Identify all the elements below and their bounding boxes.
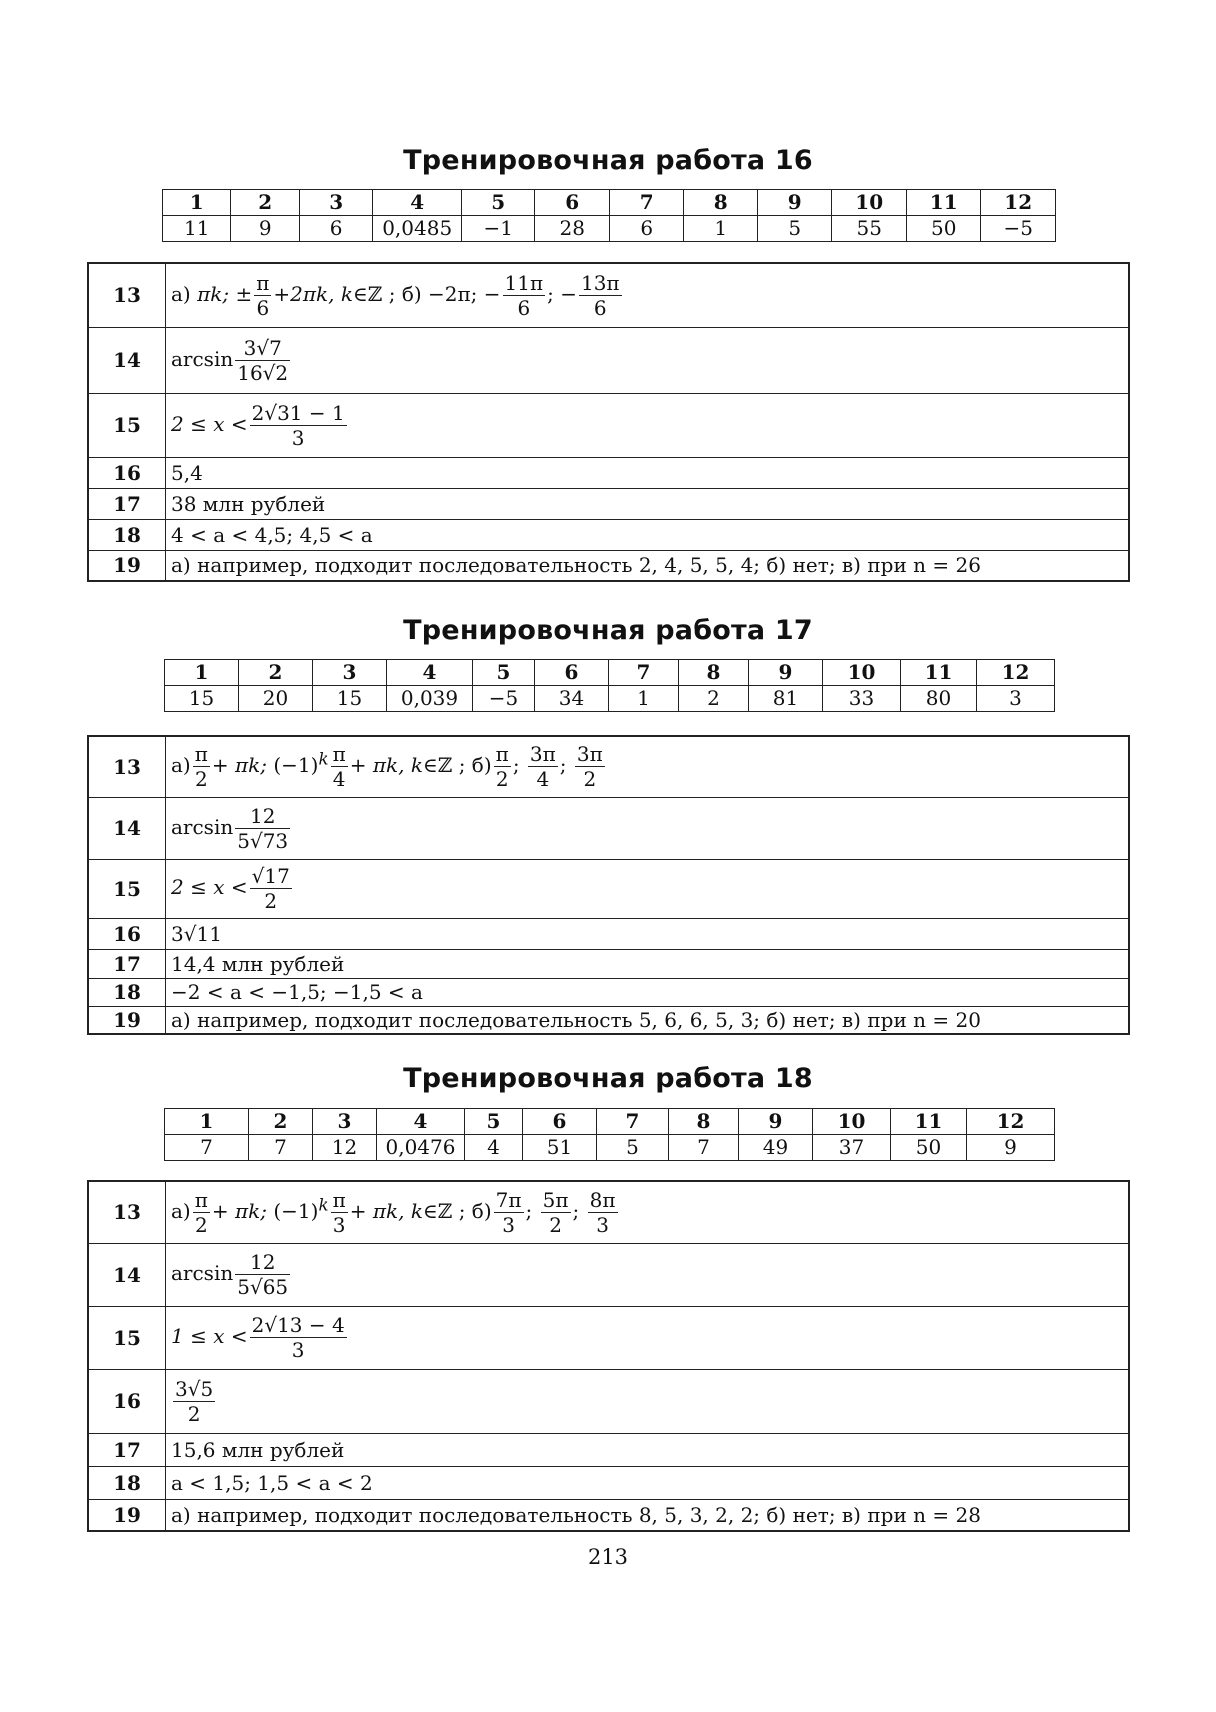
table-row: [88, 736, 1129, 797]
table-row: [88, 488, 1129, 519]
answer-cell: 20: [239, 686, 313, 712]
numerator: π: [332, 1187, 346, 1212]
task-number: 17: [88, 1433, 166, 1466]
question-number: 8: [684, 190, 757, 216]
denominator: 5√65: [237, 1275, 289, 1299]
math-term: 2 ≤ x <: [171, 875, 248, 899]
answer-16: 5,4: [166, 457, 1130, 488]
math-term: ∈ℤ ; б): [422, 753, 492, 778]
question-number: 5: [473, 660, 535, 686]
fraction: [193, 1188, 210, 1237]
work-17-short-answers: [164, 659, 1055, 712]
answer-cell: 55: [832, 216, 907, 242]
math-term: k: [318, 749, 329, 769]
question-number-row: [165, 1109, 1055, 1135]
numerator: 7π: [495, 1187, 522, 1212]
answer-15: [166, 1306, 1130, 1369]
answer-14: [166, 797, 1130, 859]
math-term: ±: [235, 281, 253, 306]
table-row: [88, 797, 1129, 859]
answer-cell: 34: [535, 686, 609, 712]
question-number: 12: [967, 1109, 1055, 1135]
math-term: ∈ℤ ; б) −2π; −: [352, 281, 501, 306]
answer-cell: 81: [749, 686, 823, 712]
question-number: 8: [679, 660, 749, 686]
work-18-long-answers: [87, 1180, 1130, 1532]
fraction: [588, 1188, 618, 1237]
question-number: 1: [165, 660, 239, 686]
answer-17: 14,4 млн рублей: [166, 949, 1130, 978]
answer-cell: 6: [299, 216, 372, 242]
math-term: πk;: [197, 281, 230, 306]
math-term: k: [340, 281, 353, 306]
answer-cell: 51: [523, 1135, 597, 1161]
fraction: [235, 1250, 290, 1299]
answer-18: a < 1,5; 1,5 < a < 2: [166, 1466, 1130, 1499]
answer-cell: 2: [679, 686, 749, 712]
task-number: 14: [88, 327, 166, 393]
question-number: 10: [823, 660, 901, 686]
question-number: 3: [299, 190, 372, 216]
answer-row: [163, 216, 1056, 242]
answer-row: [165, 686, 1055, 712]
fraction: [193, 742, 210, 791]
answer-cell: 28: [535, 216, 610, 242]
question-number: 11: [901, 660, 977, 686]
work-17-long-answers: [87, 735, 1130, 1035]
denominator: 5√73: [237, 828, 289, 853]
answer-16: 3√11: [166, 918, 1130, 949]
answer-19: а) например, подходит последовательность 5, 6, 6, 5, 3; б) нет; в) при n = 20: [166, 1006, 1130, 1034]
math-term: ∈ℤ ; б): [422, 1198, 492, 1223]
answer-cell: 37: [813, 1135, 891, 1161]
answer-16: [166, 1369, 1130, 1433]
task-number: 16: [88, 918, 166, 949]
task-number: 15: [88, 393, 166, 457]
task-number: 17: [88, 949, 166, 978]
answer-cell: 9: [967, 1135, 1055, 1161]
denominator: 2: [583, 767, 597, 792]
numerator: 11π: [504, 270, 544, 295]
question-number: 2: [239, 660, 313, 686]
question-number: 1: [165, 1109, 249, 1135]
table-row: [88, 859, 1129, 918]
answer-cell: 9: [231, 216, 299, 242]
task-number: 14: [88, 797, 166, 859]
fraction: [254, 271, 271, 320]
question-number: 9: [757, 190, 832, 216]
table-row: [88, 457, 1129, 488]
table-row: [88, 918, 1129, 949]
numerator: π: [495, 742, 509, 767]
math-term: 2 ≤ x <: [171, 411, 248, 436]
question-number: 5: [461, 190, 534, 216]
table-row: [88, 519, 1129, 550]
denominator: 4: [536, 767, 550, 792]
fraction: [331, 742, 348, 791]
numerator: 13π: [580, 270, 620, 295]
fraction: [331, 1188, 348, 1237]
math-term: k: [410, 1198, 423, 1223]
denominator: 2: [194, 767, 208, 792]
fraction: [250, 864, 292, 913]
answer-13: а) $\frac{\pi}{2}$ + πk; $(-1)^k$ $\frac{\pi}{4}$ + πk, k∈ℤ ; б) $\frac{\pi}{2}$ ; $\frac{3\pi}{4}$ ; $\frac{3\pi}{2}$: [166, 736, 1130, 797]
question-number: 3: [313, 660, 387, 686]
math-term: k: [318, 1195, 329, 1215]
answer-14: [166, 1243, 1130, 1306]
function-name: arcsin: [171, 1261, 234, 1285]
fraction: [579, 271, 622, 320]
answer-cell: 11: [163, 216, 231, 242]
fraction: [494, 742, 511, 791]
answer-17: 38 млн рублей: [166, 488, 1130, 519]
table-row: [88, 1369, 1129, 1433]
denominator: 6: [517, 295, 531, 320]
task-number: 18: [88, 978, 166, 1006]
question-number: 4: [373, 190, 462, 216]
question-number: 11: [891, 1109, 967, 1135]
fraction: [528, 742, 558, 791]
fraction: [250, 401, 347, 450]
page-number: 213: [587, 1545, 629, 1569]
task-number: 19: [88, 550, 166, 581]
numerator: 3π: [529, 742, 556, 767]
answer-13: а) $\frac{\pi}{2}$ + πk; $(-1)^k$ $\frac{\pi}{3}$ + πk, k∈ℤ ; б) $\frac{7\pi}{3}$ ; $\frac{5\pi}{2}$ ; $\frac{8\pi}{3}$: [166, 1181, 1130, 1243]
question-number: 9: [739, 1109, 813, 1135]
answer-cell: 7: [165, 1135, 249, 1161]
fraction: [235, 804, 290, 853]
table-row: [88, 1466, 1129, 1499]
math-term: 1 ≤ x <: [171, 1324, 248, 1348]
answer-18: 4 < a < 4,5; 4,5 < a: [166, 519, 1130, 550]
question-number-row: [165, 660, 1055, 686]
denominator: 6: [593, 295, 607, 320]
numerator: π: [194, 1187, 208, 1212]
math-term: k: [410, 753, 423, 778]
table-row: [88, 263, 1129, 327]
answer-cell: −1: [461, 216, 534, 242]
denominator: 2: [194, 1212, 208, 1237]
question-number: 4: [377, 1109, 465, 1135]
denominator: 3: [291, 1338, 305, 1362]
numerator: π: [256, 270, 270, 295]
task-number: 17: [88, 488, 166, 519]
denominator: 6: [256, 295, 270, 320]
answer-cell: 1: [684, 216, 757, 242]
task-number: 15: [88, 859, 166, 918]
question-number: 2: [249, 1109, 313, 1135]
table-row: [88, 393, 1129, 457]
task-number: 19: [88, 1499, 166, 1531]
task-number: 13: [88, 736, 166, 797]
question-number: 4: [387, 660, 473, 686]
denominator: 3: [502, 1212, 515, 1237]
question-number: 2: [231, 190, 299, 216]
math-term: + πk,: [349, 753, 405, 778]
answer-cell: −5: [473, 686, 535, 712]
answer-cell: 6: [609, 216, 684, 242]
answer-cell: 7: [249, 1135, 313, 1161]
denominator: 2: [495, 767, 509, 792]
numerator: π: [194, 742, 208, 767]
fraction: [575, 742, 605, 791]
question-number: 3: [313, 1109, 377, 1135]
fraction: [541, 1188, 571, 1237]
answer-cell: 4: [465, 1135, 523, 1161]
answer-cell: 1: [609, 686, 679, 712]
numerator: 3√5: [175, 1376, 214, 1401]
answer-row: [165, 1135, 1055, 1161]
answer-cell: 0,0476: [377, 1135, 465, 1161]
answer-cell: 33: [823, 686, 901, 712]
task-number: 13: [88, 1181, 166, 1243]
answer-cell: 0,039: [387, 686, 473, 712]
task-number: 18: [88, 519, 166, 550]
question-number: 10: [813, 1109, 891, 1135]
answer-15: [166, 393, 1130, 457]
numerator: 2√31 − 1: [251, 400, 345, 425]
fraction: [235, 336, 290, 385]
table-row: [88, 1306, 1129, 1369]
denominator: 3: [291, 425, 305, 450]
fraction: [173, 1377, 215, 1426]
numerator: √17: [251, 864, 290, 888]
fraction: [494, 1188, 524, 1237]
answer-cell: 12: [313, 1135, 377, 1161]
table-row: [88, 978, 1129, 1006]
task-number: 16: [88, 1369, 166, 1433]
table-row: [88, 1181, 1129, 1243]
denominator: 4: [332, 767, 346, 792]
answer-19: а) например, подходит последовательность 2, 4, 5, 5, 4; б) нет; в) при n = 26: [166, 550, 1130, 581]
answer-15: [166, 859, 1130, 918]
numerator: 3π: [576, 742, 603, 767]
answer-13: [166, 263, 1130, 327]
table-row: [88, 550, 1129, 581]
numerator: π: [332, 742, 346, 767]
numerator: 5π: [542, 1187, 569, 1212]
table-row: [88, 949, 1129, 978]
numerator: 2√13 − 4: [251, 1313, 345, 1337]
part-label: а): [171, 1198, 191, 1223]
question-number: 9: [749, 660, 823, 686]
part-label: а): [171, 281, 191, 306]
work-16-long-answers: [87, 262, 1130, 582]
denominator: 2: [187, 1401, 201, 1426]
task-number: 18: [88, 1466, 166, 1499]
math-term: (−1): [273, 753, 319, 778]
task-number: 16: [88, 457, 166, 488]
work-16-short-answers: [162, 189, 1056, 242]
math-term: +2πk,: [273, 281, 335, 306]
answer-cell: 5: [597, 1135, 669, 1161]
answer-cell: 15: [313, 686, 387, 712]
table-row: [88, 1006, 1129, 1034]
answer-cell: 7: [669, 1135, 739, 1161]
question-number: 12: [981, 190, 1056, 216]
work-18-short-answers: [164, 1108, 1055, 1161]
fraction: [503, 271, 546, 320]
denominator: 16√2: [237, 360, 289, 385]
table-row: [88, 327, 1129, 393]
math-term: (−1): [273, 1198, 319, 1223]
function-name: arcsin: [171, 814, 234, 839]
answer-cell: 50: [891, 1135, 967, 1161]
math-term: + πk,: [349, 1198, 405, 1223]
math-term: + πk;: [211, 753, 268, 778]
work-17-title: Тренировочная работа 17: [403, 615, 813, 646]
question-number: 1: [163, 190, 231, 216]
denominator: 2: [549, 1212, 562, 1237]
task-number: 13: [88, 263, 166, 327]
task-number: 15: [88, 1306, 166, 1369]
question-number: 12: [977, 660, 1055, 686]
answer-cell: 80: [901, 686, 977, 712]
task-number: 19: [88, 1006, 166, 1034]
numerator: 8π: [589, 1187, 616, 1212]
math-term: ; −: [547, 281, 577, 306]
question-number: 7: [609, 660, 679, 686]
denominator: 3: [332, 1212, 346, 1237]
answer-cell: 0,0485: [373, 216, 462, 242]
answer-18: −2 < a < −1,5; −1,5 < a: [166, 978, 1130, 1006]
denominator: 2: [264, 889, 278, 913]
table-row: [88, 1433, 1129, 1466]
numerator: 12: [235, 804, 290, 829]
work-18-title: Тренировочная работа 18: [403, 1063, 813, 1094]
part-label: а): [171, 753, 191, 778]
question-number: 10: [832, 190, 907, 216]
answer-cell: 15: [165, 686, 239, 712]
table-row: [88, 1499, 1129, 1531]
question-number: 11: [906, 190, 981, 216]
question-number: 6: [535, 190, 610, 216]
work-16-title: Тренировочная работа 16: [403, 145, 813, 176]
question-number: 6: [535, 660, 609, 686]
table-row: [88, 1243, 1129, 1306]
answer-cell: 5: [757, 216, 832, 242]
numerator: 12: [235, 1250, 290, 1275]
task-number: 14: [88, 1243, 166, 1306]
question-number: 7: [609, 190, 684, 216]
denominator: 3: [596, 1212, 609, 1237]
question-number: 7: [597, 1109, 669, 1135]
question-number-row: [163, 190, 1056, 216]
question-number: 8: [669, 1109, 739, 1135]
math-term: + πk;: [211, 1198, 268, 1223]
function-name: arcsin: [171, 346, 234, 371]
question-number: 5: [465, 1109, 523, 1135]
answer-cell: 3: [977, 686, 1055, 712]
answer-cell: 50: [906, 216, 981, 242]
answer-cell: −5: [981, 216, 1056, 242]
numerator: 3√7: [235, 336, 290, 361]
answer-19: а) например, подходит последовательность 8, 5, 3, 2, 2; б) нет; в) при n = 28: [166, 1499, 1130, 1531]
question-number: 6: [523, 1109, 597, 1135]
answer-14: [166, 327, 1130, 393]
answer-17: 15,6 млн рублей: [166, 1433, 1130, 1466]
answer-cell: 49: [739, 1135, 813, 1161]
fraction: [250, 1313, 347, 1362]
